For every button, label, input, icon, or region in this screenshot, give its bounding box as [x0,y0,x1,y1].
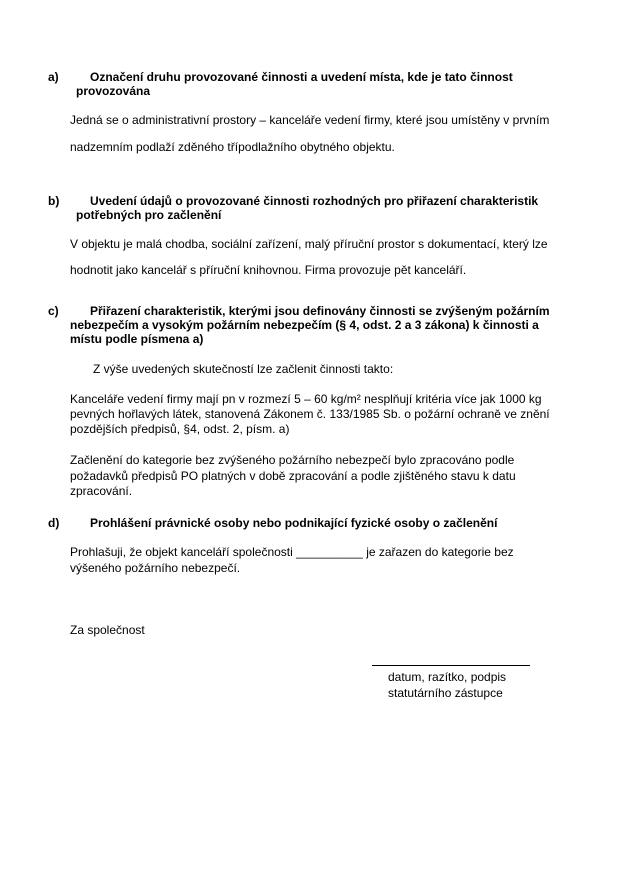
section-c-intro: Z výše uvedených skutečností lze začlenit činnosti takto: [93,362,394,376]
section-b-marker: b) [48,194,60,208]
section-c-para1-line-2: pevných hořlavých látek, stanovená Zákonem č. 133/1985 Sb. o požární ochraně ve znění [70,407,550,421]
section-d-heading-line-1: Prohlášení právnické osoby nebo podnikající fyzické osoby o začlenění [90,516,498,530]
section-c-marker: c) [48,304,59,318]
section-c-heading-line-3: místu podle písmena a) [70,332,204,346]
section-c-heading-line-2: nebezpečím a vysokým požárním nebezpečím (§ 4, odst. 2 a 3 zákona) k činnosti a [70,318,539,332]
section-a-body-line-1: Jedná se o administrativní prostory – kanceláře vedení firmy, které jsou umístěny v prvním [70,113,550,127]
signature-line [372,665,530,666]
section-b-body-line-2: hodnotit jako kancelář s příruční knihovnou. Firma provozuje pět kanceláří. [70,263,467,277]
section-c-para2-line-3: zpracování. [70,484,133,498]
closing-text: Za společnost [70,623,145,637]
signature-caption-line-2: statutárního zástupce [388,686,503,700]
section-d-body-line-2: výšeného požárního nebezpečí. [70,561,241,575]
section-c-para1-line-3: pozdějších předpisů, §4, odst. 2, písm. a) [70,422,290,436]
section-a-marker: a) [48,70,59,84]
section-a-heading-line-1: Označení druhu provozované činnosti a uvedení místa, kde je tato činnost [90,70,513,84]
section-a-heading-line-2: provozována [76,84,151,98]
section-a-body-line-2: nadzemním podlaží zděného třípodlažního obytného objektu. [70,140,395,154]
section-c-para2-line-2: požadavků předpisů PO platných v době zpracování a podle zjištěného stavu k datu [70,469,516,483]
section-b-heading-line-1: Uvedení údajů o provozované činnosti rozhodných pro přiřazení charakteristik [90,194,539,208]
section-c-para2-line-1: Začlenění do kategorie bez zvýšeného požárního nebezpečí bylo zpracováno podle [70,453,515,467]
section-b-heading-line-2: potřebných pro začlenění [76,208,222,222]
section-d-marker: d) [48,516,60,530]
signature-caption-line-1: datum, razítko, podpis [388,670,507,684]
section-b-body-line-1: V objektu je malá chodba, sociální zařízení, malý příruční prostor s dokumentací, který lze [70,237,548,251]
section-c-heading-line-1: Přiřazení charakteristik, kterými jsou definovány činnosti se zvýšeným požárním [90,304,550,318]
section-c-para1-line-1: Kanceláře vedení firmy mají pn v rozmezí 5 – 60 kg/m² nesplňují kritéria více jak 1000 kg [70,392,542,406]
section-d-body-line-1: Prohlašuji, že objekt kanceláří společnosti __________ je zařazen do kategorie bez [70,545,514,559]
